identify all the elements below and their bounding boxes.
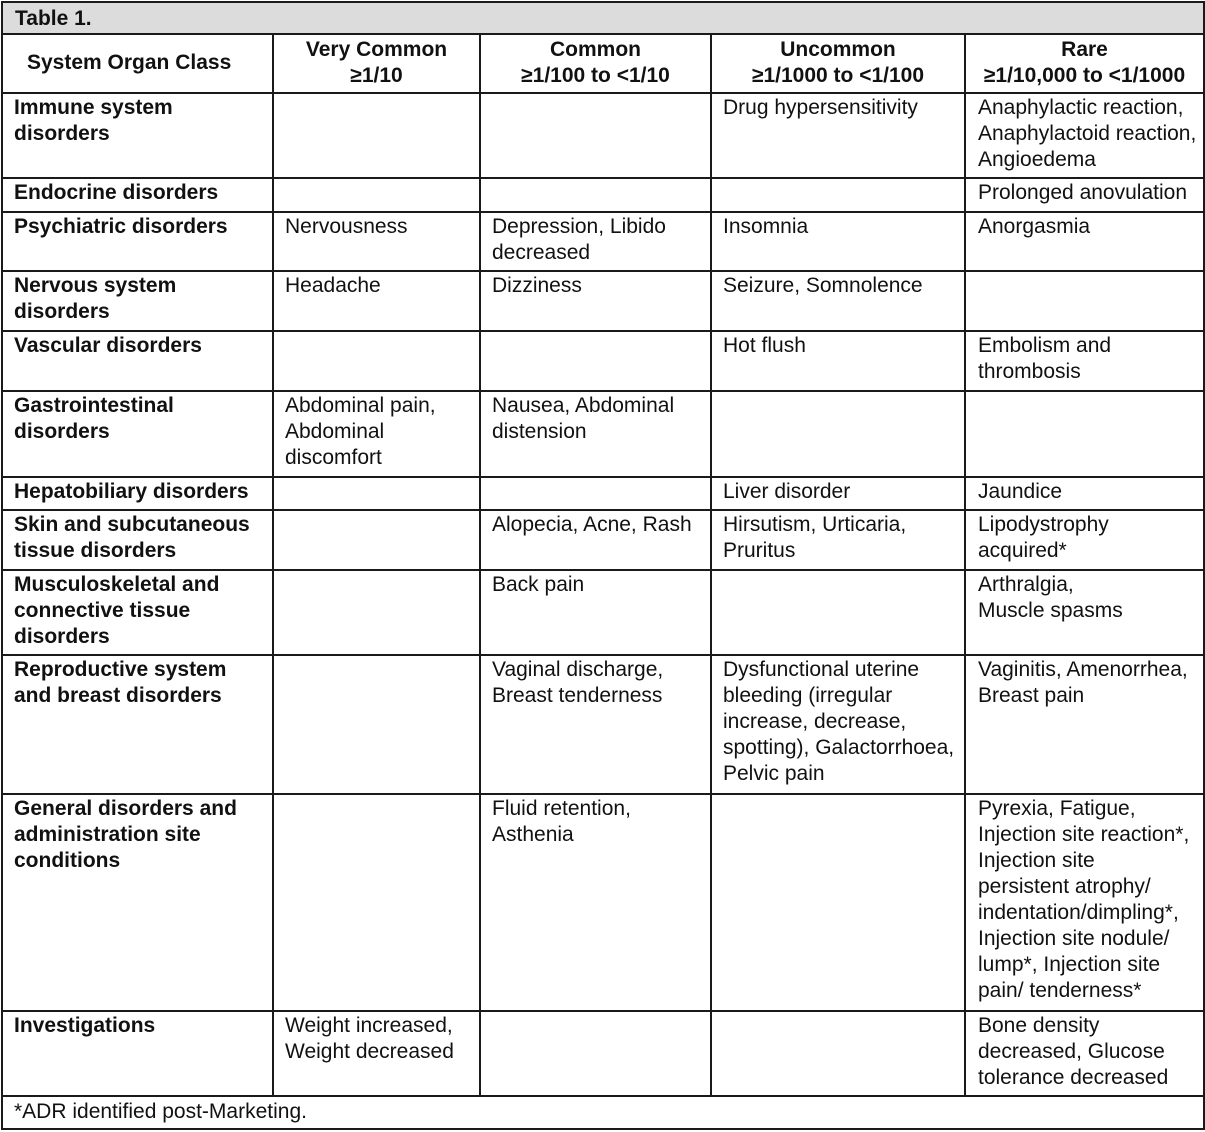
cell-common <box>480 477 711 510</box>
cell-system-organ-class: Hepatobiliary disorders <box>2 477 273 510</box>
cell-common <box>480 178 711 212</box>
table-footnote-row <box>2 1096 1204 1129</box>
cell-uncommon: Liver disorder <box>711 477 965 510</box>
table-row <box>2 477 1204 510</box>
table-row <box>2 570 1204 655</box>
cell-common: Nausea, Abdominal distension <box>480 391 711 477</box>
cell-very-common <box>273 655 480 794</box>
cell-rare: Embolism and thrombosis <box>965 331 1204 391</box>
cell-rare: Arthralgia, Muscle spasms <box>965 570 1204 655</box>
cell-uncommon <box>711 178 965 212</box>
cell-rare: Bone density decreased, Glucose tolerance decreased <box>965 1011 1204 1096</box>
cell-rare: Jaundice <box>965 477 1204 510</box>
table-row <box>2 178 1204 212</box>
cell-uncommon: Drug hypersensitivity <box>711 93 965 178</box>
cell-very-common <box>273 794 480 1011</box>
cell-common: Fluid retention, Asthenia <box>480 794 711 1011</box>
cell-rare <box>965 391 1204 477</box>
table-footnote: *ADR identified post-Marketing. <box>2 1096 1204 1129</box>
cell-uncommon <box>711 570 965 655</box>
table-row <box>2 93 1204 178</box>
cell-uncommon: Hot flush <box>711 331 965 391</box>
cell-system-organ-class: General disorders and administration site conditions <box>2 794 273 1011</box>
adverse-reactions-table <box>1 1 1205 1130</box>
cell-rare: Pyrexia, Fatigue, Injection site reaction*, Injection site persistent atrophy/ indentation/dimpling*, Injection site nodule/ lump*, Injection site pain/ tenderness* <box>965 794 1204 1011</box>
cell-very-common <box>273 331 480 391</box>
table-caption-row <box>2 2 1204 34</box>
cell-rare <box>965 271 1204 331</box>
table-row <box>2 331 1204 391</box>
cell-very-common <box>273 178 480 212</box>
cell-rare: Anaphylactic reaction, Anaphylactoid reaction, Angioedema <box>965 93 1204 178</box>
cell-uncommon <box>711 1011 965 1096</box>
cell-common <box>480 1011 711 1096</box>
header-very-common: Very Common ≥1/10 <box>273 34 480 93</box>
cell-common: Alopecia, Acne, Rash <box>480 510 711 570</box>
cell-rare: Prolonged anovulation <box>965 178 1204 212</box>
header-common: Common ≥1/100 to <1/10 <box>480 34 711 93</box>
table-row <box>2 271 1204 331</box>
cell-system-organ-class: Endocrine disorders <box>2 178 273 212</box>
cell-uncommon <box>711 794 965 1011</box>
table-row <box>2 655 1204 794</box>
table-row <box>2 212 1204 271</box>
cell-very-common: Abdominal pain, Abdominal discomfort <box>273 391 480 477</box>
table-header-row <box>2 34 1204 93</box>
header-uncommon: Uncommon ≥1/1000 to <1/100 <box>711 34 965 93</box>
cell-very-common: Headache <box>273 271 480 331</box>
cell-common <box>480 93 711 178</box>
cell-rare: Anorgasmia <box>965 212 1204 271</box>
header-rare: Rare ≥1/10,000 to <1/1000 <box>965 34 1204 93</box>
cell-rare: Lipodystrophy acquired* <box>965 510 1204 570</box>
cell-very-common <box>273 510 480 570</box>
cell-uncommon: Insomnia <box>711 212 965 271</box>
cell-very-common <box>273 570 480 655</box>
cell-very-common: Weight increased, Weight decreased <box>273 1011 480 1096</box>
cell-system-organ-class: Musculoskeletal and connective tissue disorders <box>2 570 273 655</box>
cell-common: Back pain <box>480 570 711 655</box>
cell-common: Vaginal discharge, Breast tenderness <box>480 655 711 794</box>
cell-system-organ-class: Psychiatric disorders <box>2 212 273 271</box>
cell-system-organ-class: Reproductive system and breast disorders <box>2 655 273 794</box>
cell-rare: Vaginitis, Amenorrhea, Breast pain <box>965 655 1204 794</box>
cell-common: Depression, Libido decreased <box>480 212 711 271</box>
table-row <box>2 794 1204 1011</box>
cell-uncommon: Seizure, Somnolence <box>711 271 965 331</box>
cell-very-common <box>273 93 480 178</box>
cell-common: Dizziness <box>480 271 711 331</box>
table-row <box>2 510 1204 570</box>
cell-very-common: Nervousness <box>273 212 480 271</box>
table-row <box>2 391 1204 477</box>
cell-common <box>480 331 711 391</box>
cell-very-common <box>273 477 480 510</box>
cell-uncommon <box>711 391 965 477</box>
cell-uncommon: Hirsutism, Urticaria, Pruritus <box>711 510 965 570</box>
table-row <box>2 1011 1204 1096</box>
cell-system-organ-class: Investigations <box>2 1011 273 1096</box>
cell-uncommon: Dysfunctional uterine bleeding (irregular increase, decrease, spotting), Galactorrhoea, Pelvic pain <box>711 655 965 794</box>
cell-system-organ-class: Immune system disorders <box>2 93 273 178</box>
cell-system-organ-class: Vascular disorders <box>2 331 273 391</box>
cell-system-organ-class: Nervous system disorders <box>2 271 273 331</box>
cell-system-organ-class: Skin and subcutaneous tissue disorders <box>2 510 273 570</box>
cell-system-organ-class: Gastrointestinal disorders <box>2 391 273 477</box>
header-system-organ-class: System Organ Class <box>2 34 273 93</box>
table-caption: Table 1. <box>2 2 1204 34</box>
